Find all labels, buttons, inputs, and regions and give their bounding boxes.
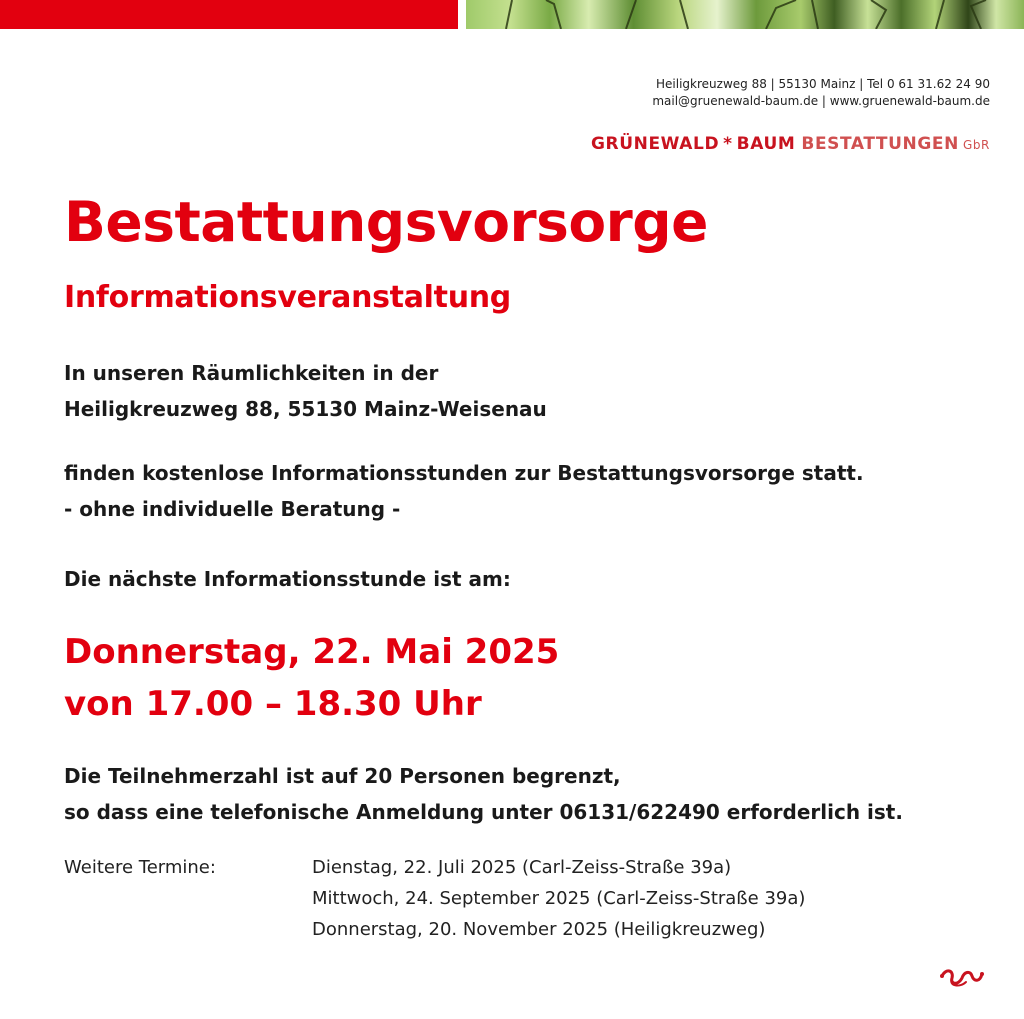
header-trees-image (466, 0, 1024, 29)
header-red-bar (0, 0, 458, 29)
registration-line-2: so dass eine telefonische Anmeldung unter 06131/622490 erforderlich ist. (64, 800, 903, 824)
further-date-item: Donnerstag, 20. November 2025 (Heiligkreuzweg) (312, 919, 766, 940)
ornament-logo-icon (938, 966, 986, 990)
brand-name-gruenewald: GRÜNEWALD (590, 134, 720, 154)
location-line-2: Heiligkreuzweg 88, 55130 Mainz-Weisenau (64, 397, 547, 421)
brand-star: * (723, 134, 733, 154)
next-session-date: Donnerstag, 22. Mai 2025 (64, 632, 560, 672)
further-date-item: Dienstag, 22. Juli 2025 (Carl-Zeiss-Straße 39a) (312, 857, 732, 878)
company-brand (591, 134, 990, 154)
offer-paragraph (64, 455, 864, 527)
contact-info (652, 76, 990, 110)
brand-name-bestattungen: BESTATTUNGEN (801, 134, 959, 154)
location-line-1: In unseren Räumlichkeiten in der (64, 361, 439, 385)
next-session-intro (64, 561, 511, 597)
registration-line-1: Die Teilnehmerzahl ist auf 20 Personen begrenzt, (64, 764, 621, 788)
offer-line-2: - ohne individuelle Beratung - (64, 497, 401, 521)
further-dates-label: Weitere Termine: (64, 857, 216, 878)
registration-paragraph (64, 758, 903, 830)
contact-web-line: mail@gruenewald-baum.de | www.gruenewald-baum.de (652, 94, 990, 108)
brand-name-baum: BAUM (736, 134, 796, 154)
next-session-intro-text: Die nächste Informationsstunde ist am: (64, 567, 511, 591)
further-date-item: Mittwoch, 24. September 2025 (Carl-Zeiss-Straße 39a) (312, 888, 806, 909)
offer-line-1: finden kostenlose Informationsstunden zur Bestattungsvorsorge statt. (64, 461, 864, 485)
next-session-time: von 17.00 – 18.30 Uhr (64, 684, 482, 724)
location-paragraph (64, 355, 547, 427)
page-title: Bestattungsvorsorge (64, 190, 708, 254)
contact-address-line: Heiligkreuzweg 88 | 55130 Mainz | Tel 0 61 31.62 24 90 (656, 77, 990, 91)
further-dates-list (312, 852, 805, 945)
next-session-datetime (64, 626, 559, 730)
brand-name-gbr: GbR (962, 138, 990, 152)
page-subtitle: Informationsveranstaltung (64, 280, 511, 315)
